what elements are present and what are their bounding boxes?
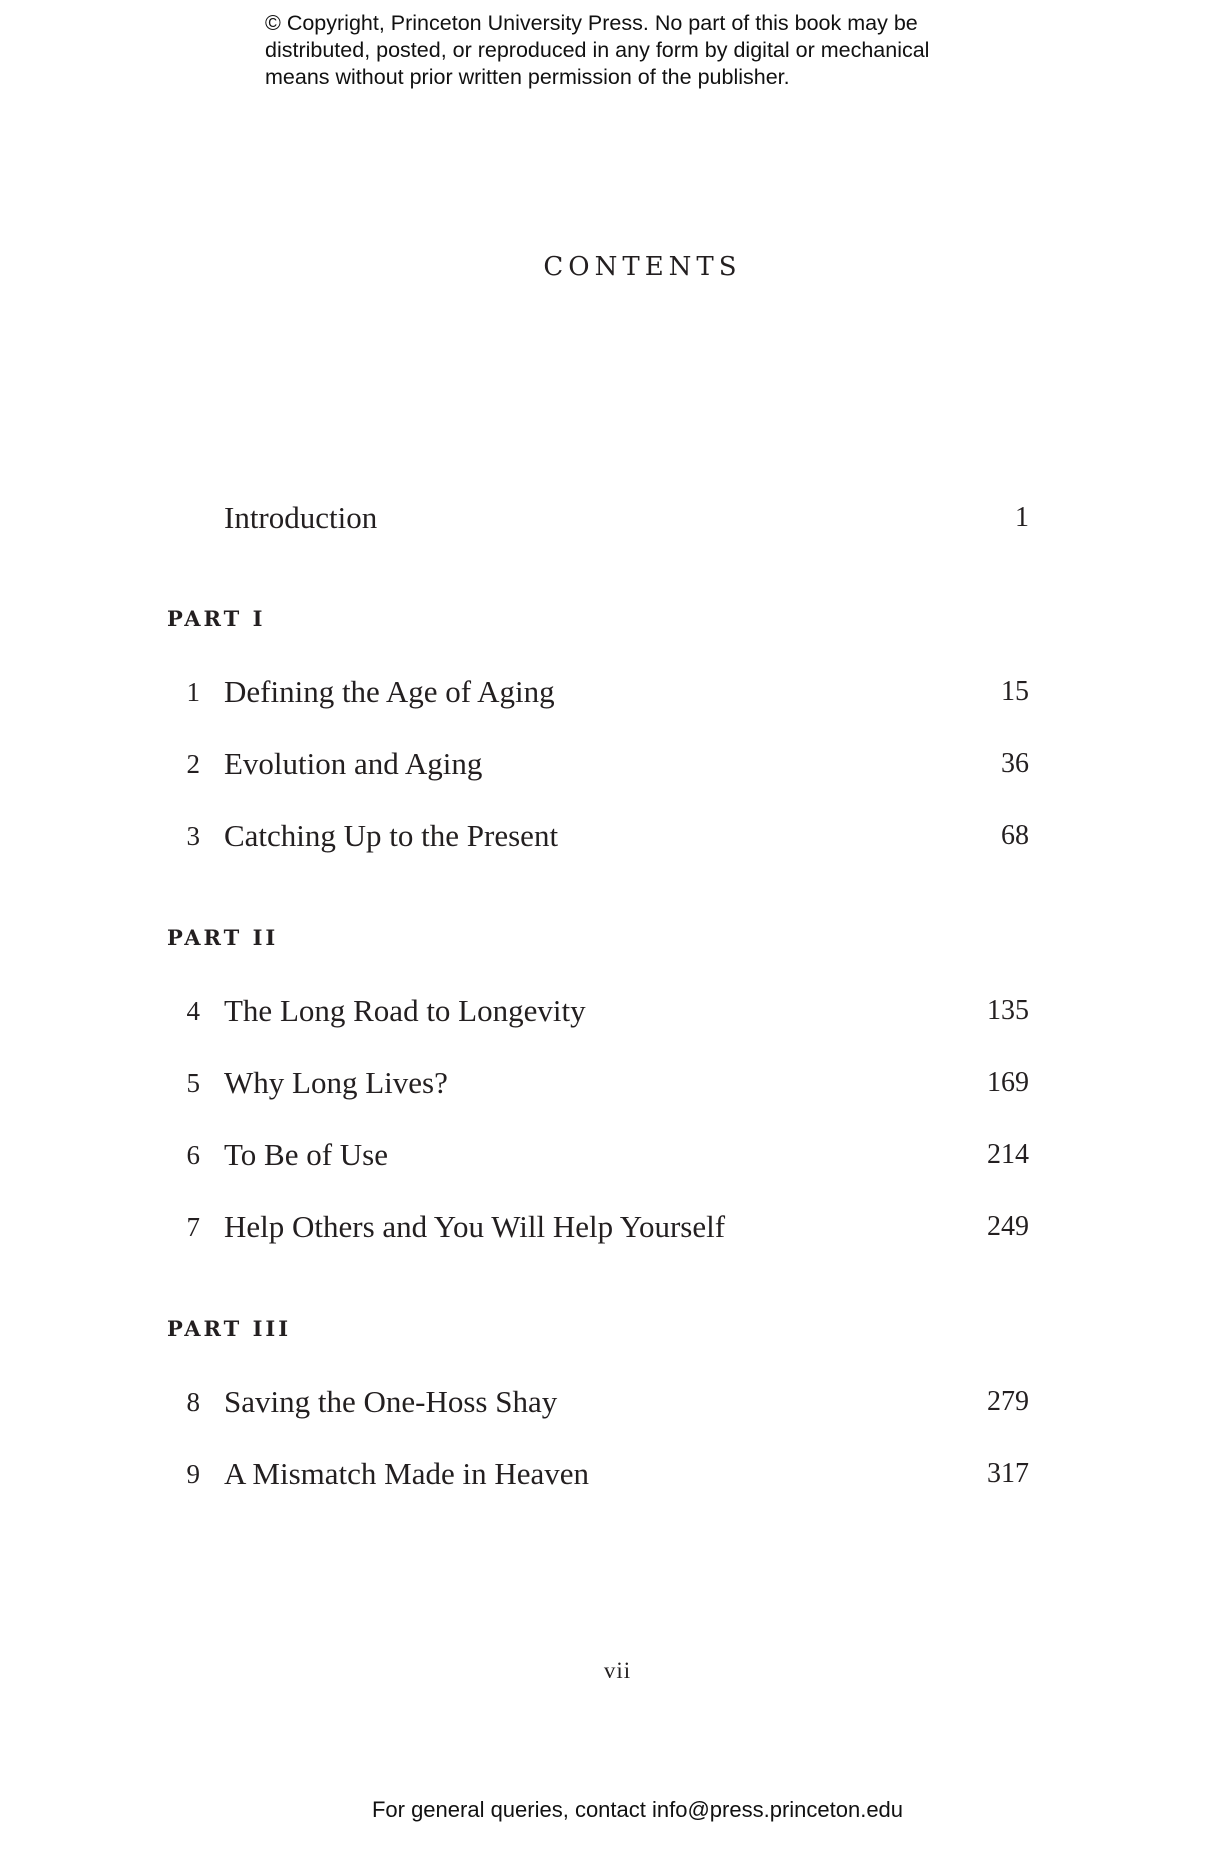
chapter-title: The Long Road to Longevity [224, 993, 586, 1028]
toc-entry[interactable] [0, 989, 1225, 1033]
toc-entry[interactable] [0, 1133, 1225, 1177]
page-number: 214 [987, 1139, 1029, 1170]
toc-entry[interactable] [0, 670, 1225, 714]
page-number: 1 [1015, 502, 1029, 533]
chapter-number: 9 [186, 1459, 200, 1489]
toc-entry[interactable] [0, 1380, 1225, 1424]
chapter-number: 3 [186, 821, 200, 851]
toc-entry[interactable] [0, 814, 1225, 858]
page-number: 15 [1001, 676, 1029, 707]
chapter-title: Why Long Lives? [224, 1065, 448, 1100]
chapter-title: To Be of Use [224, 1137, 388, 1172]
page-number: 169 [987, 1067, 1029, 1098]
copyright-notice [265, 10, 1025, 91]
chapter-number: 1 [186, 677, 200, 707]
chapter-title: Introduction [224, 500, 378, 535]
chapter-number: 6 [186, 1140, 200, 1170]
chapter-number: 7 [186, 1212, 200, 1242]
chapter-title: Catching Up to the Present [224, 818, 559, 853]
chapter-number: 8 [186, 1387, 200, 1417]
copyright-line: distributed, posted, or reproduced in any form by digital or mechanical [265, 38, 930, 62]
page-number: 36 [1001, 748, 1029, 779]
page-folio: vii [603, 1658, 632, 1683]
chapter-title: Help Others and You Will Help Yourself [224, 1209, 726, 1244]
page-number: 317 [987, 1458, 1029, 1489]
copyright-line: © Copyright, Princeton University Press. No part of this book may be [265, 11, 918, 35]
page-number: 68 [1001, 820, 1029, 851]
footer-contact: For general queries, contact info@press.princeton.edu [371, 1797, 904, 1822]
page-number: 279 [987, 1386, 1029, 1417]
toc-entry[interactable] [0, 1452, 1225, 1496]
chapter-number: 2 [186, 749, 200, 779]
chapter-title: Defining the Age of Aging [224, 674, 555, 709]
page-number: 135 [987, 995, 1029, 1026]
chapter-number: 5 [186, 1068, 200, 1098]
chapter-title: Saving the One-Hoss Shay [224, 1384, 558, 1419]
toc-entry[interactable] [0, 1205, 1225, 1249]
page-number: 249 [987, 1211, 1029, 1242]
toc-entry[interactable] [0, 742, 1225, 786]
part-heading: PART II [167, 925, 279, 950]
chapter-title: Evolution and Aging [224, 746, 483, 781]
part-heading: PART I [167, 606, 266, 631]
chapter-number: 4 [186, 996, 200, 1026]
page-title: CONTENTS [543, 252, 742, 282]
copyright-line: means without prior written permission of the publisher. [265, 65, 790, 89]
toc-entry[interactable] [0, 1061, 1225, 1105]
toc-entry-introduction[interactable] [0, 496, 1225, 540]
part-heading: PART III [167, 1316, 292, 1341]
chapter-title: A Mismatch Made in Heaven [224, 1456, 590, 1491]
